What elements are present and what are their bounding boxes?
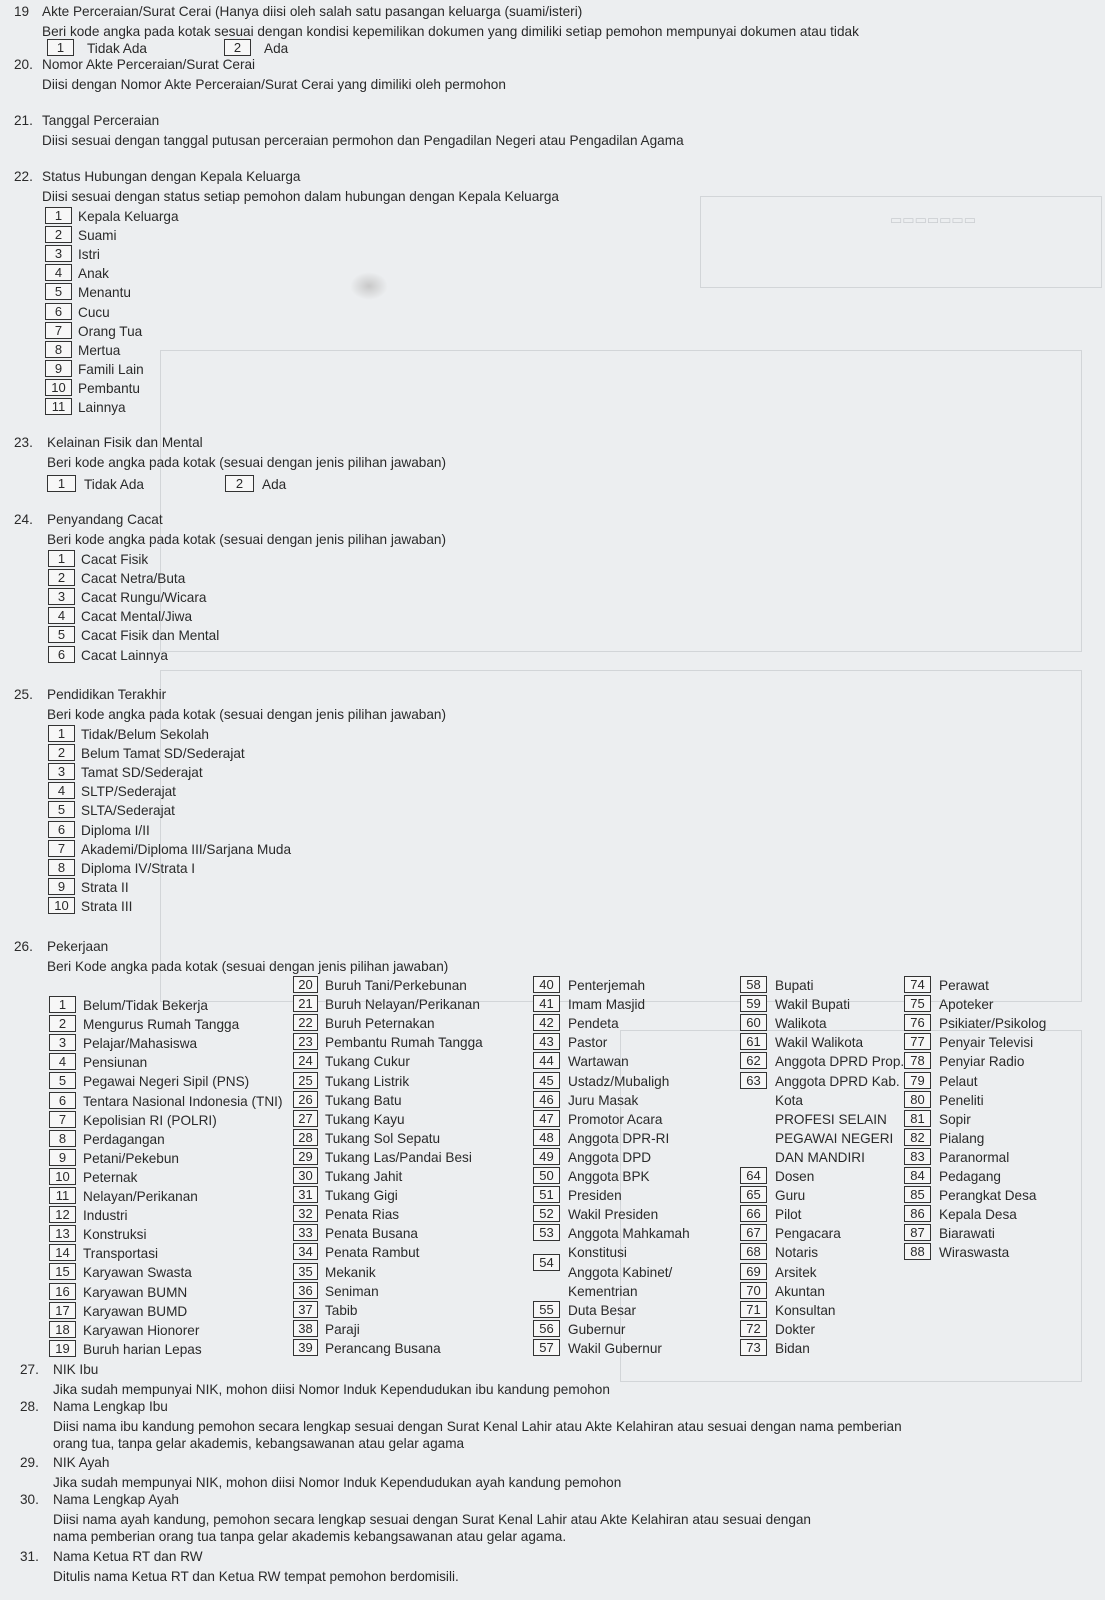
option-label: DAN MANDIRI	[775, 1149, 865, 1165]
code-box: 6	[48, 821, 75, 838]
code-box: 6	[45, 303, 72, 320]
bleed-through-box	[700, 196, 1102, 288]
code-box: 79	[904, 1072, 931, 1089]
option-label: Tukang Gigi	[325, 1188, 398, 1204]
code-box: 2	[48, 744, 75, 761]
code-box: 44	[533, 1052, 560, 1069]
section-number: 24.	[14, 512, 33, 527]
section-28	[20, 1399, 1100, 1454]
code-box: 10	[45, 379, 72, 396]
code-box: 45	[533, 1072, 560, 1089]
option-label: Tidak/Belum Sekolah	[81, 727, 209, 742]
section-number: 30.	[20, 1492, 39, 1507]
option-label: Orang Tua	[78, 323, 143, 339]
option-label: Dosen	[775, 1169, 815, 1184]
code-box: 69	[740, 1263, 767, 1280]
section-number: 29.	[20, 1455, 39, 1470]
option-label: Penyiar Radio	[939, 1054, 1025, 1070]
option-label: Pengacara	[775, 1226, 841, 1242]
option-label: Buruh Peternakan	[325, 1016, 435, 1032]
option-label: Dokter	[775, 1321, 816, 1337]
option-label: Anggota BPK	[568, 1169, 650, 1184]
option-label: Famili Lain	[78, 361, 144, 377]
section-number: 21.	[14, 113, 33, 128]
code-box: 6	[48, 646, 75, 663]
code-box: 59	[740, 995, 767, 1012]
code-box: 47	[533, 1110, 560, 1127]
code-box: 9	[45, 360, 72, 377]
option-label: Transportasi	[83, 1246, 159, 1262]
option-label: Istri	[78, 247, 100, 263]
section-number: 22.	[14, 169, 33, 184]
option-label: Imam Masjid	[568, 997, 646, 1013]
code-box: 21	[293, 995, 318, 1012]
option-label: Cacat Netra/Buta	[81, 571, 186, 587]
option-label: Anggota Kabinet/	[568, 1264, 673, 1280]
code-box: 78	[904, 1052, 931, 1069]
code-box: 41	[533, 995, 560, 1012]
option-label: Tukang Cukur	[325, 1054, 410, 1070]
option-label: Perawat	[939, 978, 989, 993]
section-21	[14, 113, 1094, 153]
option-label: Tukang Las/Pandai Besi	[325, 1149, 472, 1165]
option-label: Cucu	[78, 304, 110, 320]
option-label: Wakil Bupati	[775, 997, 851, 1013]
option-label: Karyawan Hionorer	[83, 1322, 200, 1338]
code-box: 81	[904, 1110, 931, 1127]
section-description: Diisi nama ibu kandung pemohon secara lengkap sesuai dengan Surat Kenal Lahir atau Akte Kelahiran atau sesuai dengan nama pemberian	[53, 1419, 902, 1434]
option-label: Notaris	[775, 1245, 819, 1261]
option-label: Wakil Gubernur	[568, 1340, 662, 1356]
option-label: Akuntan	[775, 1283, 825, 1299]
option-label: Peternak	[83, 1169, 138, 1185]
option-label: Penata Busana	[325, 1226, 418, 1242]
code-box: 40	[533, 976, 560, 993]
option-label: Pialang	[939, 1130, 985, 1146]
code-box: 60	[740, 1014, 767, 1031]
option-label: Kepala Keluarga	[78, 209, 179, 224]
code-box: 46	[533, 1091, 560, 1108]
section-title: Tanggal Perceraian	[42, 113, 160, 128]
code-box: 14	[49, 1244, 76, 1261]
code-box: 4	[48, 607, 75, 624]
option-label: SLTP/Sederajat	[81, 784, 176, 800]
section-number: 28.	[20, 1399, 39, 1414]
section-description: Diisi nama ayah kandung, pemohon secara lengkap sesuai dengan Surat Kenal Lahir atau Akte Kelahiran atau sesuai dengan	[53, 1512, 811, 1527]
option-label: Nelayan/Perikanan	[83, 1189, 198, 1204]
section-description-cont: nama pemberian orang tua tanpa gelar akademis kebangsawanan atau gelar agama.	[53, 1529, 567, 1544]
option-label: Ustadz/Mubaligh	[568, 1073, 670, 1089]
code-box: 8	[45, 341, 72, 358]
section-title: Kelainan Fisik dan Mental	[47, 435, 203, 450]
code-box: 57	[533, 1339, 560, 1356]
code-box: 28	[293, 1129, 318, 1146]
section-description: Jika sudah mempunyai NIK, mohon diisi Nomor Induk Kependudukan ibu kandung pemohon	[53, 1382, 610, 1397]
code-box: 58	[740, 976, 767, 993]
option-label: Biarawati	[939, 1226, 995, 1242]
option-label: Konstruksi	[83, 1227, 147, 1243]
option-label: Ada	[264, 41, 289, 56]
code-box: 84	[904, 1167, 931, 1184]
option-label: Anak	[78, 266, 109, 282]
option-label: PROFESI SELAIN	[775, 1111, 887, 1127]
option-label: Karyawan Swasta	[83, 1265, 192, 1281]
option-label: Cacat Rungu/Wicara	[81, 590, 207, 606]
code-box: 10	[49, 1168, 76, 1185]
option-label: Perancang Busana	[325, 1340, 441, 1356]
option-label: Cacat Fisik dan Mental	[81, 628, 220, 644]
code-box: 5	[48, 626, 75, 643]
option-label: Presiden	[568, 1188, 622, 1204]
option-label: Lainnya	[78, 400, 126, 415]
section-title: Nomor Akte Perceraian/Surat Cerai	[42, 57, 256, 72]
option-label: Pastor	[568, 1035, 608, 1051]
option-label: Cacat Fisik	[81, 552, 149, 567]
code-box: 27	[293, 1110, 318, 1127]
option-label: Cacat Mental/Jiwa	[81, 609, 193, 625]
option-label: Pembantu	[78, 380, 140, 396]
code-box: 62	[740, 1052, 767, 1069]
section-description: Beri kode angka pada kotak (sesuai dengan jenis pilihan jawaban)	[47, 532, 447, 547]
code-box: 2	[225, 475, 254, 492]
section-description: Beri kode angka pada kotak (sesuai dengan jenis pilihan jawaban)	[47, 707, 447, 722]
code-box: 48	[533, 1129, 560, 1146]
code-box: 18	[49, 1321, 76, 1338]
option-label: Pilot	[775, 1207, 802, 1223]
code-box: 5	[49, 1072, 76, 1089]
code-box: 3	[48, 763, 75, 780]
code-box: 63	[740, 1072, 767, 1089]
option-label: Pendeta	[568, 1016, 619, 1032]
section-title: NIK Ayah	[53, 1455, 110, 1470]
code-box: 17	[49, 1302, 76, 1319]
section-31	[20, 1549, 1100, 1589]
code-box: 64	[740, 1167, 767, 1184]
option-label: Wakil Walikota	[775, 1035, 864, 1051]
code-box: 87	[904, 1224, 931, 1241]
option-label: Tukang Listrik	[325, 1073, 410, 1089]
section-description-cont: orang tua, tanpa gelar akademis, kebangsawanan atau gelar agama	[53, 1436, 465, 1451]
code-box: 70	[740, 1282, 767, 1299]
section-description: Diisi sesuai dengan status setiap pemohon dalam hubungan dengan Kepala Keluarga	[42, 189, 559, 204]
code-box: 76	[904, 1014, 931, 1031]
code-box: 23	[293, 1033, 318, 1050]
option-label: Karyawan BUMN	[83, 1284, 188, 1300]
option-label: Suami	[78, 228, 117, 244]
section-25	[14, 687, 714, 927]
code-box: 1	[49, 996, 76, 1013]
section-24	[14, 512, 714, 672]
option-label: Pedagang	[939, 1169, 1001, 1184]
section-title: Status Hubungan dengan Kepala Keluarga	[42, 169, 301, 184]
code-box: 5	[45, 283, 72, 300]
option-label: Karyawan BUMD	[83, 1303, 188, 1319]
option-label: Psikiater/Psikolog	[939, 1016, 1047, 1032]
section-number: 19	[14, 4, 30, 19]
code-box: 2	[224, 39, 251, 56]
code-box: 52	[533, 1205, 560, 1222]
option-label: Paranormal	[939, 1149, 1010, 1165]
code-box: 11	[45, 398, 72, 415]
section-number: 20.	[14, 57, 33, 72]
code-box: 6	[49, 1092, 76, 1109]
option-label: Pelaut	[939, 1073, 978, 1089]
option-label: Kota	[775, 1092, 803, 1108]
option-label: Pelajar/Mahasiswa	[83, 1036, 198, 1052]
option-label: Guru	[775, 1188, 806, 1204]
section-description: Ditulis nama Ketua RT dan Ketua RW tempat pemohon berdomisili.	[53, 1569, 459, 1584]
section-description: Diisi dengan Nomor Akte Perceraian/Surat Cerai yang dimiliki oleh permohon	[42, 77, 506, 92]
option-label: Mekanik	[325, 1264, 376, 1280]
code-box: 2	[49, 1015, 76, 1032]
code-box: 7	[48, 840, 75, 857]
code-box: 61	[740, 1033, 767, 1050]
code-box: 31	[293, 1186, 318, 1203]
section-title: Nama Lengkap Ayah	[53, 1492, 179, 1507]
code-box: 1	[45, 207, 72, 224]
code-box: 1	[48, 725, 75, 742]
code-box: 55	[533, 1301, 560, 1318]
section-29	[20, 1455, 1100, 1493]
section-description: Jika sudah mempunyai NIK, mohon diisi Nomor Induk Kependudukan ayah kandung pemohon	[53, 1475, 622, 1490]
code-box: 10	[48, 897, 75, 914]
option-label: Kepala Desa	[939, 1207, 1017, 1223]
code-box: 74	[904, 976, 931, 993]
option-label: Wiraswasta	[939, 1245, 1010, 1261]
option-label: Tukang Jahit	[325, 1169, 403, 1184]
code-box: 82	[904, 1129, 931, 1146]
option-label: Seniman	[325, 1283, 379, 1299]
section-number: 25.	[14, 687, 33, 702]
code-box: 36	[293, 1282, 318, 1299]
section-number: 27.	[20, 1362, 39, 1377]
option-label: Perdagangan	[83, 1131, 165, 1147]
option-label: Wakil Presiden	[568, 1207, 659, 1223]
section-22	[14, 169, 714, 419]
code-box: 16	[49, 1283, 76, 1300]
code-box: 22	[293, 1014, 318, 1031]
bleed-through-text: ▭▭▭▭▭▭▭	[890, 212, 976, 227]
option-label: Belum Tamat SD/Sederajat	[81, 746, 245, 762]
section-27	[20, 1362, 1100, 1400]
option-label: Gubernur	[568, 1321, 626, 1337]
section-title: Nama Ketua RT dan RW	[53, 1549, 203, 1564]
option-label: Strata II	[81, 879, 129, 895]
option-label: Juru Masak	[568, 1092, 639, 1108]
code-box: 38	[293, 1320, 318, 1337]
section-title: NIK Ibu	[53, 1362, 99, 1377]
code-box: 85	[904, 1186, 931, 1203]
code-box: 83	[904, 1148, 931, 1165]
option-label: Menantu	[78, 285, 131, 301]
section-number: 26.	[14, 939, 33, 954]
option-label: Diploma IV/Strata I	[81, 860, 196, 876]
code-box: 29	[293, 1148, 318, 1165]
option-label: Walikota	[775, 1016, 827, 1032]
code-box: 3	[49, 1034, 76, 1051]
option-label: Kementrian	[568, 1283, 638, 1299]
code-box: 9	[48, 878, 75, 895]
option-label: PEGAWAI NEGERI	[775, 1130, 894, 1146]
section-title: Penyandang Cacat	[47, 512, 163, 527]
code-box: 49	[533, 1148, 560, 1165]
code-box: 8	[48, 859, 75, 876]
section-number: 23.	[14, 435, 33, 450]
code-box: 2	[45, 226, 72, 243]
code-box: 1	[48, 550, 75, 567]
code-box: 35	[293, 1263, 318, 1280]
option-label: Pegawai Negeri Sipil (PNS)	[83, 1074, 250, 1090]
code-box: 4	[45, 264, 72, 281]
option-label: Tukang Kayu	[325, 1111, 405, 1127]
option-label: Tamat SD/Sederajat	[81, 765, 203, 781]
code-box: 73	[740, 1339, 767, 1356]
option-label: Bidan	[775, 1340, 810, 1356]
code-box: 67	[740, 1224, 767, 1241]
code-box: 15	[49, 1263, 76, 1280]
code-box: 8	[49, 1130, 76, 1147]
option-label: Tentara Nasional Indonesia (TNI)	[83, 1093, 283, 1109]
option-label: Pensiunan	[83, 1055, 148, 1071]
section-20	[14, 57, 1094, 97]
code-box: 13	[49, 1225, 76, 1242]
code-box: 80	[904, 1091, 931, 1108]
option-label: Tukang Sol Sepatu	[325, 1130, 441, 1146]
option-label: Diploma I/II	[81, 822, 150, 838]
code-box: 4	[49, 1053, 76, 1070]
section-description: Beri Kode angka pada kotak (sesuai dengan jenis pilihan jawaban)	[47, 959, 449, 974]
code-box: 56	[533, 1320, 560, 1337]
option-label: Kepolisian RI (POLRI)	[83, 1112, 217, 1128]
option-label: Industri	[83, 1208, 128, 1224]
option-label: Penata Rambut	[325, 1245, 420, 1261]
code-box: 43	[533, 1033, 560, 1050]
section-30	[20, 1492, 1100, 1548]
code-box: 5	[48, 801, 75, 818]
code-box: 11	[49, 1187, 76, 1204]
code-box: 19	[49, 1340, 76, 1357]
option-label: Tabib	[325, 1302, 358, 1318]
option-label: Anggota DPD	[568, 1149, 652, 1165]
code-box: 77	[904, 1033, 931, 1050]
code-box: 3	[48, 588, 75, 605]
option-label: Peneliti	[939, 1092, 984, 1108]
section-23	[14, 435, 714, 495]
option-label: Promotor Acara	[568, 1111, 663, 1127]
option-label: Strata III	[81, 898, 133, 914]
code-box: 24	[293, 1052, 318, 1069]
option-label: Apoteker	[939, 997, 994, 1013]
code-box: 68	[740, 1243, 767, 1260]
option-label: Mengurus Rumah Tangga	[83, 1017, 240, 1033]
code-box: 26	[293, 1091, 318, 1108]
code-box: 32	[293, 1205, 318, 1222]
option-label: Konstitusi	[568, 1245, 627, 1261]
option-label: Sopir	[939, 1111, 971, 1127]
option-label: Bupati	[775, 978, 814, 993]
option-label: Penterjemah	[568, 978, 646, 993]
code-box: 1	[47, 39, 74, 56]
code-box: 51	[533, 1186, 560, 1203]
option-label: Akademi/Diploma III/Sarjana Muda	[81, 841, 292, 857]
code-box: 88	[904, 1243, 931, 1260]
option-label: Anggota DPRD Kab.	[775, 1073, 900, 1089]
option-label: Buruh Tani/Perkebunan	[325, 978, 467, 993]
option-label: Konsultan	[775, 1302, 836, 1318]
code-box: 71	[740, 1301, 767, 1318]
code-box: 54	[533, 1254, 560, 1271]
code-box: 12	[49, 1206, 76, 1223]
option-label: Ada	[262, 477, 287, 492]
code-box: 25	[293, 1072, 318, 1089]
code-box: 50	[533, 1167, 560, 1184]
option-label: Pembantu Rumah Tangga	[325, 1035, 483, 1051]
code-box: 53	[533, 1224, 560, 1241]
code-box: 34	[293, 1243, 318, 1260]
code-box: 4	[48, 782, 75, 799]
option-label: Duta Besar	[568, 1302, 637, 1318]
option-label: Petani/Pekebun	[83, 1150, 179, 1166]
option-label: Buruh Nelayan/Perikanan	[325, 997, 480, 1013]
code-box: 3	[45, 245, 72, 262]
code-box: 7	[49, 1111, 76, 1128]
option-label: Tukang Batu	[325, 1092, 402, 1108]
section-number: 31.	[20, 1549, 39, 1564]
option-label: Mertua	[78, 342, 121, 358]
code-box: 30	[293, 1167, 318, 1184]
option-label: Paraji	[325, 1321, 360, 1337]
section-description: Diisi sesuai dengan tanggal putusan perceraian permohon dan Pengadilan Negeri atau Pengadilan Agama	[42, 133, 684, 148]
code-box: 37	[293, 1301, 318, 1318]
section-description: Beri kode angka pada kotak sesuai dengan kondisi kepemilikan dokumen yang dimiliki setiap pemohon mempunyai dokumen atau tidak	[42, 24, 859, 39]
option-label: Anggota DPR-RI	[568, 1130, 670, 1146]
code-box: 7	[45, 322, 72, 339]
option-label: Penata Rias	[325, 1207, 400, 1223]
code-box: 86	[904, 1205, 931, 1222]
code-box: 39	[293, 1339, 318, 1356]
code-box: 1	[47, 475, 76, 492]
section-title: Pendidikan Terakhir	[47, 687, 167, 702]
option-label: Anggota Mahkamah	[568, 1226, 690, 1242]
option-label: SLTA/Sederajat	[81, 803, 175, 819]
option-label: Tidak Ada	[84, 477, 144, 492]
code-box: 65	[740, 1186, 767, 1203]
option-label: Tidak Ada	[87, 41, 147, 56]
option-label: Penyair Televisi	[939, 1035, 1034, 1051]
code-box: 72	[740, 1320, 767, 1337]
code-box: 33	[293, 1224, 318, 1241]
code-box: 75	[904, 995, 931, 1012]
option-label: Belum/Tidak Bekerja	[83, 998, 208, 1013]
option-label: Cacat Lainnya	[81, 647, 168, 663]
code-box: 42	[533, 1014, 560, 1031]
option-label: Buruh harian Lepas	[83, 1341, 202, 1357]
section-title: Pekerjaan	[47, 939, 109, 954]
option-label: Perangkat Desa	[939, 1188, 1037, 1204]
section-19	[14, 4, 1094, 54]
option-label: Wartawan	[568, 1054, 629, 1070]
option-label: Anggota DPRD Prop.	[775, 1054, 905, 1070]
section-title: Nama Lengkap Ibu	[53, 1399, 168, 1414]
code-box: 2	[48, 569, 75, 586]
section-description: Beri kode angka pada kotak (sesuai dengan jenis pilihan jawaban)	[47, 455, 447, 470]
section-title: Akte Perceraian/Surat Cerai (Hanya diisi oleh salah satu pasangan keluarga (suami/isteri)	[42, 4, 583, 19]
code-box: 20	[293, 976, 318, 993]
option-label: Arsitek	[775, 1264, 817, 1280]
code-box: 66	[740, 1205, 767, 1222]
code-box: 9	[49, 1149, 76, 1166]
